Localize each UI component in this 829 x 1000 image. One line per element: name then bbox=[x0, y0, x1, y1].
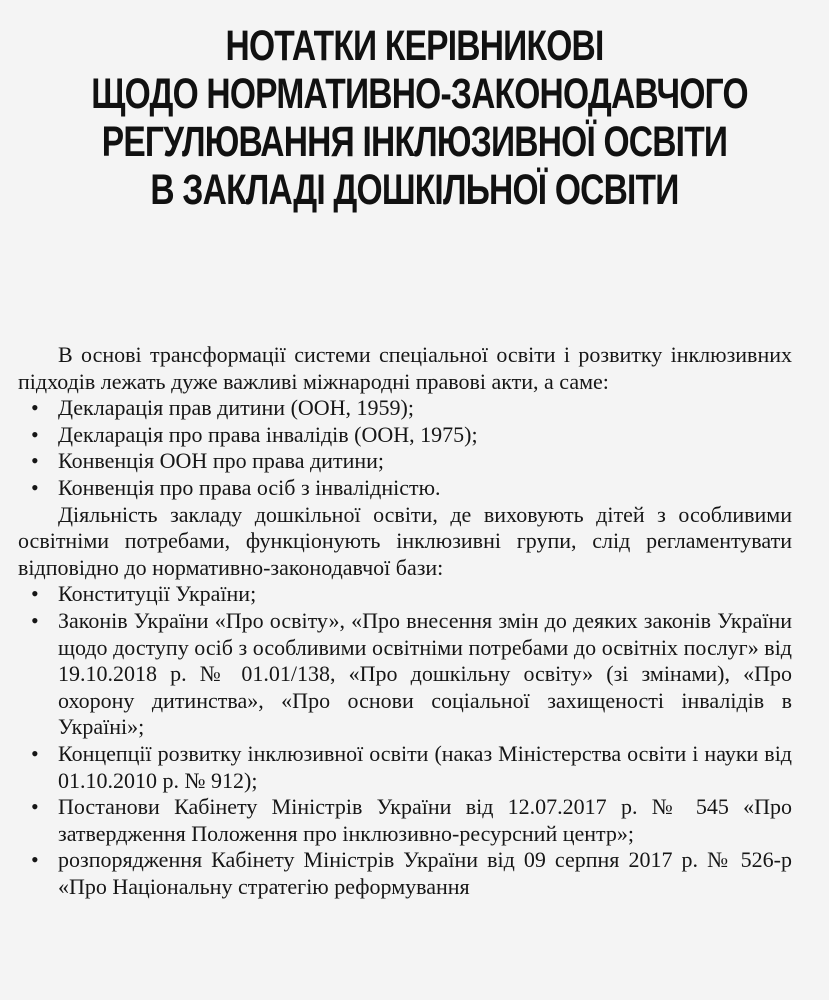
bullet-icon: • bbox=[31, 607, 39, 633]
list-item-text: розпорядження Кабінету Міністрів України від 09 серпня 2017 р. № 526-р «Про Національну стратегію реформування bbox=[58, 847, 792, 899]
list-item-text: Конвенція ООН про права дитини; bbox=[58, 448, 385, 474]
legal-base-list bbox=[18, 581, 792, 900]
page-title bbox=[91, 22, 748, 214]
list-item-text: Постанови Кабінету Міністрів України від 12.07.2017 р. № 545 «Про затвердження Положення про інклюзивно-ресурсний центр»; bbox=[58, 794, 792, 846]
list-item-text: Концепції розвитку інклюзивної освіти (наказ Міністерства освіти і науки від 01.10.2010 р. № 912); bbox=[58, 740, 792, 793]
bullet-icon: • bbox=[31, 395, 39, 421]
list-item bbox=[18, 794, 792, 847]
list-item-text: Конвенція про права осіб з інвалідністю. bbox=[58, 474, 441, 500]
international-acts-list bbox=[18, 395, 792, 501]
bullet-icon: • bbox=[31, 581, 39, 607]
title-line-4: В ЗАКЛАДІ ДОШКІЛЬНОЇ ОСВІТИ bbox=[150, 166, 679, 214]
second-paragraph: Діяльність закладу дошкільної освіти, де виховують дітей з особливими освітніми потребами, функціонують інклюзивні групи, слід регламентувати відповідно до нормативно-законодавчої бази: bbox=[18, 501, 792, 580]
list-item bbox=[18, 581, 792, 608]
list-item bbox=[18, 422, 792, 449]
list-item-text: Конституції України; bbox=[58, 581, 257, 607]
list-item-text: Законів України «Про освіту», «Про внесення змін до деяких законів України щодо доступу осіб з особливими освітніми потребами до освітніх послуг» від 19.10.2018 р. № 01.01/138, «Про дошкільну освіту» (зі змінами), «Про охорону дитинства», «Про основи соціальної захищеності інвалідів в Україні»; bbox=[58, 607, 792, 740]
list-item-text: Декларація прав дитини (ООН, 1959); bbox=[58, 395, 414, 421]
bullet-icon: • bbox=[31, 474, 39, 500]
list-item-text: Декларація про права інвалідів (ООН, 1975); bbox=[58, 421, 478, 447]
bullet-icon: • bbox=[31, 794, 39, 820]
document-body bbox=[18, 342, 792, 900]
title-line-1: НОТАТКИ КЕРІВНИКОВІ bbox=[225, 22, 604, 70]
list-item bbox=[18, 608, 792, 741]
list-item bbox=[18, 847, 792, 900]
list-item bbox=[18, 475, 792, 502]
title-line-2: ЩОДО НОРМАТИВНО-ЗАКОНОДАВЧОГО bbox=[91, 70, 748, 118]
bullet-icon: • bbox=[31, 740, 39, 766]
bullet-icon: • bbox=[31, 847, 39, 873]
list-item bbox=[18, 395, 792, 422]
bullet-icon: • bbox=[31, 448, 39, 474]
list-item bbox=[18, 741, 792, 794]
intro-paragraph: В основі трансформації системи спеціальної освіти і розвитку інклюзивних підходів лежать дуже важливі міжнародні правові акти, а саме: bbox=[18, 342, 792, 394]
list-item bbox=[18, 448, 792, 475]
bullet-icon: • bbox=[31, 421, 39, 447]
title-line-3: РЕГУЛЮВАННЯ ІНКЛЮЗИВНОЇ ОСВІТИ bbox=[101, 118, 728, 166]
